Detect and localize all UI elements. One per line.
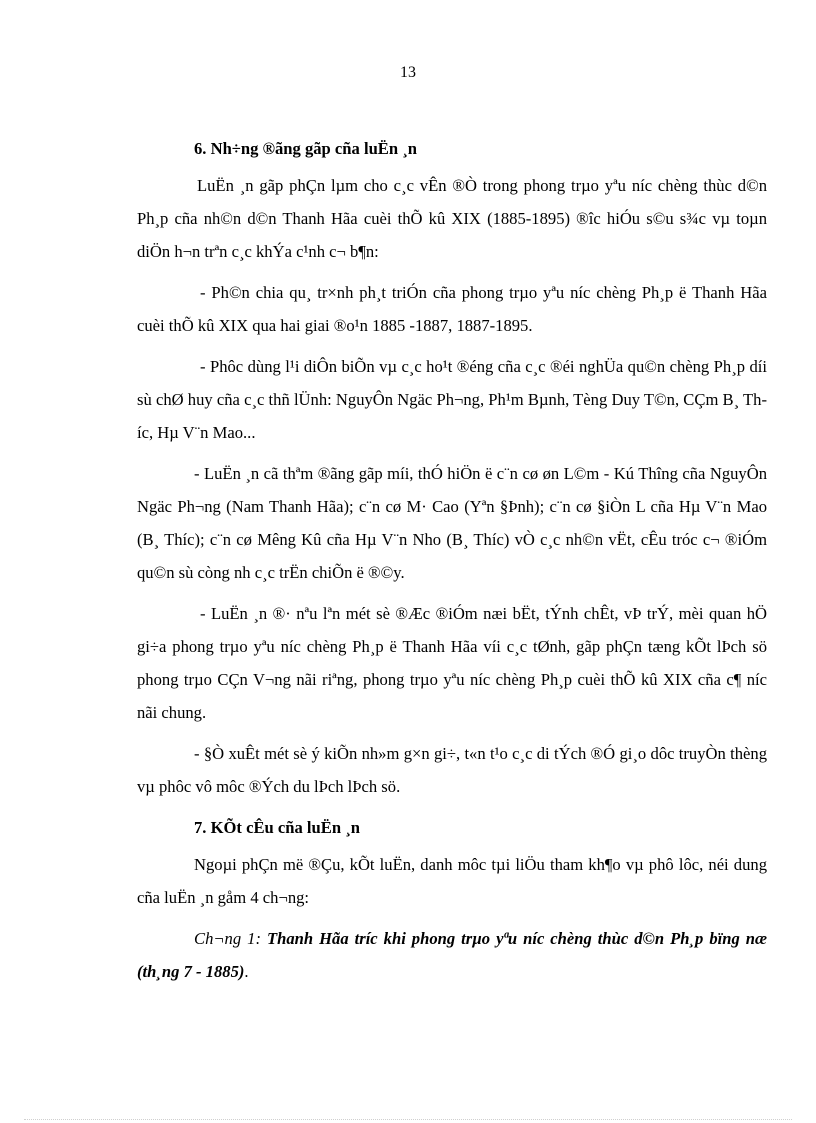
section-7-paragraph: Ngoµi phÇn më ®Çu, kÕt luËn, danh môc tµi liÖu tham kh¶o vµ phô lôc, néi dung cña luËn ¸n gåm 4 ch¬ng: [137,855,767,907]
contribution-item: - Ph©n chia qu¸ tr×nh ph¸t triÓn cña phong trµo yªu níc chèng Ph¸p ë Thanh Hãa cuèi thÕ kû XIX qua hai giai ®o¹n 1885 -1887, 1887-1895. [137,283,767,335]
contribution-item: - Phôc dùng l¹i diÔn biÕn vµ c¸c ho¹t ®éng cña c¸c ®éi nghÜa qu©n chèng Ph¸p díi sù chØ huy cña c¸c thñ lÜnh: NguyÔn Ngäc Ph¬ng, Ph¹m Bµnh, Tèng Duy T©n, CÇm B¸ Thíc, Hµ V¨n Mao... [137,357,767,442]
section-6-heading: 6. Nh÷ng ®ãng gãp cña luËn ¸n [194,139,418,158]
document-body [137,132,767,988]
section-7-heading: 7. KÕt cÊu cña luËn ¸n [194,818,360,837]
contribution-item: - LuËn ¸n ®· nªu lªn mét sè ®Æc ®iÓm næi bËt, tÝnh chÊt, vÞ trÝ, mèi quan hÖ gi÷a phong trµo yªu níc chèng Ph¸p ë Thanh Hãa víi c¸c tØnh, gãp phÇn tæng kÕt lÞch sö phong trµo CÇn V¬ng nãi riªng, phong trµo yªu níc chèng Ph¸p cuèi thÕ kû XIX cña c¶ níc nãi chung. [137,604,767,722]
contribution-item: - §Ò xuÊt mét sè ý kiÕn nh»m g×n gi÷, t«n t¹o c¸c di tÝch ®Ó gi¸o dôc truyÒn thèng vµ phôc vô môc ®Ých du lÞch lÞch sö. [137,744,767,796]
page-number: 13 [400,64,416,81]
chapter-1-title: Thanh Hãa tríc khi phong trµo yªu níc chèng thùc d©n Ph¸p bïng næ (th¸ng 7 - 1885) [137,929,767,981]
chapter-1-label: Ch¬ng 1 [194,929,256,948]
contribution-item: - LuËn ¸n cã thªm ®ãng gãp míi, thÓ hiÖn ë c¨n cø øn L©m - Kú Thîng cña NguyÔn Ngäc Ph¬ng (Nam Thanh Hãa); c¨n cø M· Cao (Yªn §Þnh); c¨n cø §iÒn L cña Hµ V¨n Mao (B¸ Thíc); c¨n cø Mêng Kû cña Hµ V¨n Nho (B¸ Thíc) vÒ c¸c nh©n vËt, cÊu tróc c¬ ®iÓm qu©n sù còng nh c¸c trËn chiÕn ë ®©y. [137,464,767,582]
section-6-intro-paragraph: LuËn ¸n gãp phÇn lµm cho c¸c vÊn ®Ò trong phong trµo yªu níc chèng thùc d©n Ph¸p cña nh©n d©n Thanh Hãa cuèi thÕ kû XIX (1885-1895) ®îc hiÓu s©u s¾c vµ toµn diÖn h¬n trªn c¸c khÝa c¹nh c¬ b¶n: [137,176,767,261]
page-bottom-divider [24,1119,792,1120]
chapter-1-entry: Ch¬ng 1: Thanh Hãa tríc khi phong trµo yªu níc chèng thùc d©n Ph¸p bïng næ (th¸ng 7 - 1885). [137,929,767,981]
